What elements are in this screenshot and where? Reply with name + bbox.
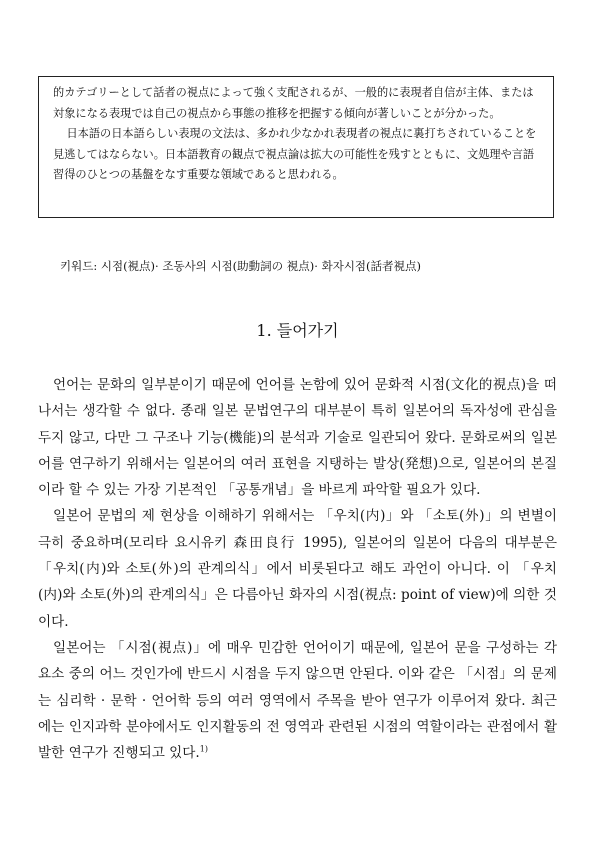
- body-paragraph-1: 언어는 문화의 일부분이기 때문에 언어를 논함에 있어 문화적 시점(文化的視点)을 떠나서는 생각할 수 없다. 종래 일본 문법연구의 대부분이 특히 일본어의 독자성에 관심을 두지 않고, 다만 그 구조나 기능(機能)의 분석과 기술로 일관되어 왔다. 문화로써의 일본어를 연구하기 위해서는 일본어의 여러 표현을 지탱하는 발상(発想)으로, 일본어의 본질이라 할 수 있는 가장 기본적인 「공통개념」을 바르게 파악할 필요가 있다.: [38, 377, 557, 499]
- abstract-paragraph-1: 的カテゴリーとして話者の視点によって強く支配されるが、一般的に表現者自信が主体、または対象になる表現では自己の視点から事態の推移を把握する傾向が著しいことが分かった。: [53, 86, 534, 120]
- body-paragraph-3: [38, 635, 557, 766]
- keywords: 키워드: 시점(視点)· 조동사의 시점(助動詞の 視点)· 화자시점(話者視点): [60, 259, 422, 273]
- body-text: [38, 372, 557, 766]
- body-paragraph-3-text: 일본어는 「시점(視点)」에 매우 민감한 언어이기 때문에, 일본어 문을 구성하는 각 요소 중의 어느 것인가에 반드시 시점을 두지 않으면 안된다. 이와 같은 「시점」의 문제는 심리학 · 문학 · 언어학 등의 여러 영역에서 주목을 받아 연구가 이루어져 왔다. 최근에는 인지과학 분야에서도 인지활동의 전 영역과 관련된 시점의 역할이라는 관점에서 활발한 연구가 진행되고 있다.: [38, 639, 557, 762]
- abstract-paragraph-2: 日本語の日本語らしい表現の文法は、多かれ少なかれ表現者の視点に裏打ちされていることを見逃してはならない。日本語教育の観点で視点論は拡大の可能性を残すとともに、文処理や言語習得のひとつの基盤をなす重要な領域であると思われる。: [53, 127, 537, 181]
- footnote-marker[interactable]: 1): [199, 744, 208, 754]
- abstract-box: [38, 76, 554, 218]
- section-title: 1. 들어가기: [256, 321, 339, 340]
- body-paragraph-2: 일본어 문법의 제 현상을 이해하기 위해서는 「우치(内)」와 「소토(外)」의 변별이 극히 중요하며(모리타 요시유키 森田良行 1995), 일본어의 일본어 다음의 대부분은 「우치(内)와 소토(外)의 관계의식」에서 비롯된다고 해도 과언이 아니다. 이 「우치(内)와 소토(外)의 관계의식」은 다름아닌 화자의 시점(視点: point of view)에 의한 것이다.: [38, 508, 557, 630]
